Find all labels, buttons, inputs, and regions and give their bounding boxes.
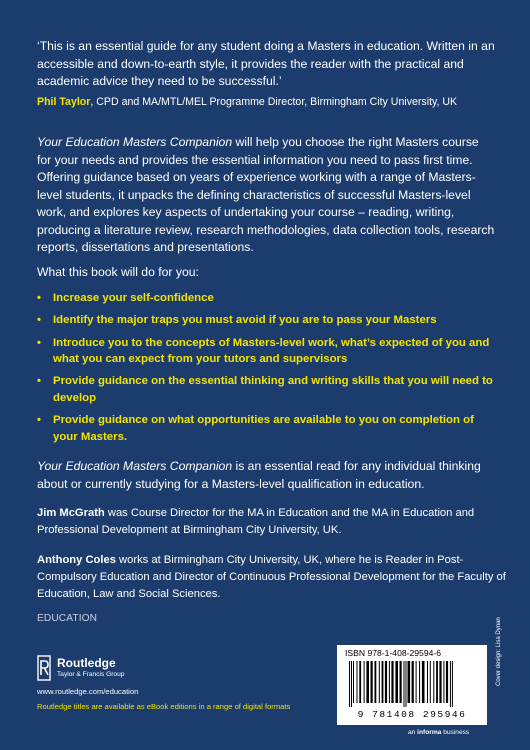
barcode-bar [375, 661, 377, 703]
barcode-bar [408, 661, 411, 703]
barcode-bar [400, 661, 402, 703]
benefit-item [37, 335, 497, 368]
closing-paragraph [37, 458, 495, 493]
barcode-bar [433, 661, 434, 703]
benefit-item [37, 373, 497, 406]
benefits-heading: What this book will do for you: [37, 265, 199, 279]
endorser-name: Phil Taylor [37, 96, 91, 108]
endorsement-quote: ‘This is an essential guide for any student doing a Masters in education. Written in an accessible and down-to-earth style, it provides the reader with the practical and academic advice they need to be successful.’ [37, 39, 495, 88]
benefit-text: Introduce you to the concepts of Masters-level work, what’s expected of you and what you can expect from your tutors and supervisors [53, 336, 490, 366]
benefit-item [37, 290, 497, 307]
barcode-bar [446, 661, 448, 703]
barcode-bar [404, 661, 405, 707]
barcode-bar [391, 661, 393, 703]
barcode-bar [389, 661, 390, 703]
isbn-barcode [337, 645, 487, 725]
intro-text: will help you choose the right Masters course for your needs and provides the essential information you need to pass first time. Offering guidance based on years of experience working with a range of Masters-level students, it unpacks the defining characteristics of successful Masters-level work, and explores key aspects of undertaking your course – reading, writing, producing a literature review, research methodologies, data collection tools, research reports, dissertations and presentations. [37, 135, 495, 254]
cover-design-credit: Cover design: Lisa Dynan [496, 617, 502, 686]
barcode-bar [422, 661, 425, 703]
barcode-bar [382, 661, 384, 703]
informa-brand: informa [417, 729, 442, 736]
bullet-icon: • [37, 414, 41, 427]
publisher-name: Routledge [57, 656, 116, 670]
barcode-bar [419, 661, 420, 703]
barcode-bar [359, 661, 361, 703]
benefit-item [37, 412, 497, 445]
benefit-text: Identify the major traps you must avoid if you are to pass your Masters [53, 314, 437, 327]
barcode-bar [366, 661, 369, 703]
barcode-bars [347, 661, 479, 707]
author-name: Anthony Coles [37, 554, 116, 566]
closing-book-title: Your Education Masters Companion [37, 459, 233, 473]
benefit-text: Provide guidance on the essential thinking and writing skills that you will need to develop [53, 375, 493, 404]
barcode-bar [351, 661, 352, 707]
intro-paragraph [37, 134, 495, 257]
barcode-bar [349, 661, 350, 707]
routledge-logo-icon [37, 655, 51, 681]
publisher-group: Taylor & Francis Group [57, 671, 125, 678]
publisher-url: www.routledge.com/education [37, 687, 139, 696]
closing-text: is an essential read for any individual thinking about or currently studying for a Masters-level qualification in education. [37, 459, 481, 491]
endorsement-attribution [37, 95, 507, 109]
author-bio [37, 552, 507, 603]
barcode-bar [353, 661, 354, 703]
barcode-bar [412, 661, 414, 703]
barcode-bar [443, 661, 444, 703]
endorser-role: , CPD and MA/MTL/MEL Programme Director, Birmingham City University, UK [90, 96, 458, 108]
author-bio-text: works at Birmingham City University, UK, where he is Reader in Post-Compulsory Education and Director of Continuous Professional Development for the Faculty of Education, Law and Social Sciences. [37, 554, 506, 600]
barcode-bar [379, 661, 380, 703]
informa-tagline: an informa business [408, 729, 470, 736]
barcode-bar [416, 661, 417, 703]
barcode-bar [436, 661, 438, 703]
barcode-digits: 9 781408 295946 [357, 709, 467, 720]
isbn-number: ISBN 978-1-408-29594-6 [345, 648, 442, 658]
barcode-bar [357, 661, 358, 703]
subject-category: EDUCATION [37, 613, 98, 624]
bullet-icon: • [37, 292, 41, 304]
barcode-bar [364, 661, 365, 703]
author-bio [37, 505, 507, 539]
barcode-bar [406, 661, 407, 707]
barcode-bar [385, 661, 387, 703]
benefit-item [37, 312, 497, 329]
bullet-icon: • [37, 375, 41, 388]
intro-book-title: Your Education Masters Companion [37, 135, 233, 149]
barcode-bar [452, 661, 453, 707]
barcode-bar [371, 661, 373, 703]
barcode-bar [395, 661, 398, 703]
ebook-note: Routledge titles are available as eBook editions in a range of digital formats [37, 702, 291, 711]
barcode-bar [427, 661, 428, 703]
barcode-bar [439, 661, 441, 703]
benefit-text: Provide guidance on what opportunities are available to you on completion of your Masters. [53, 414, 474, 443]
bullet-icon: • [37, 336, 41, 349]
benefit-text: Increase your self-confidence [53, 292, 214, 304]
author-bio-text: was Course Director for the MA in Education and the MA in Education and Professional Development at Birmingham City University, UK. [37, 507, 475, 536]
publisher-logo [37, 655, 187, 685]
author-name: Jim McGrath [37, 507, 105, 519]
barcode-bar [430, 661, 431, 703]
bullet-icon: • [37, 314, 41, 327]
benefits-list [37, 290, 497, 451]
barcode-bar [450, 661, 451, 707]
